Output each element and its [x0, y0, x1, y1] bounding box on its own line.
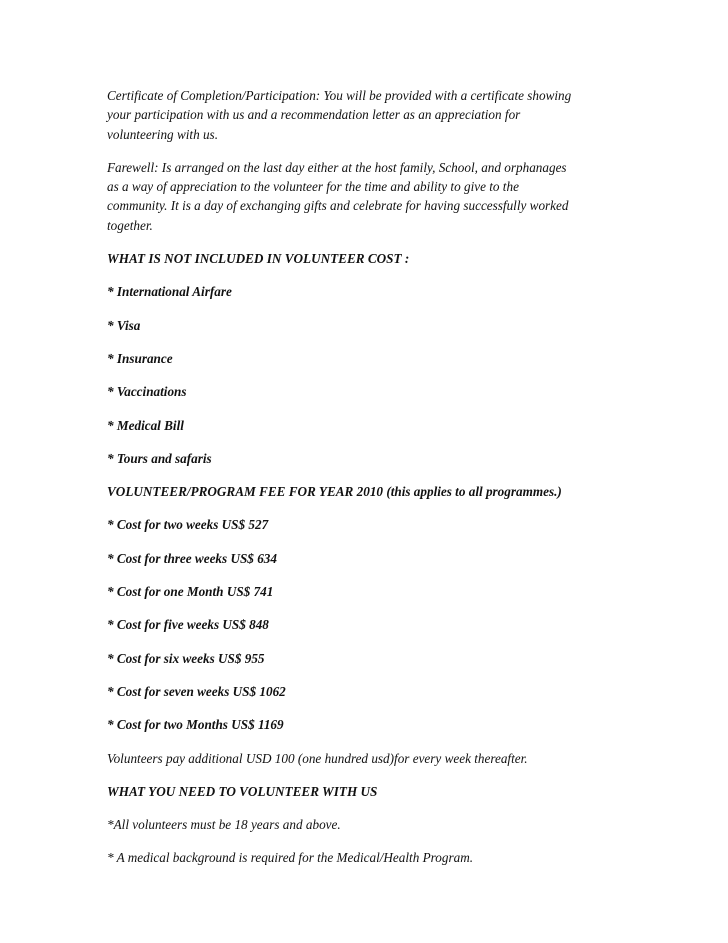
certificate-line: Certificate of Completion/Participation: You will be provided with a certificate showing [107, 88, 572, 103]
fee-heading: VOLUNTEER/PROGRAM FEE FOR YEAR 2010 (this applies to all programmes.) [107, 484, 562, 500]
farewell-line: Farewell: Is arranged on the last day either at the host family, School, and orphanages [107, 159, 567, 175]
not-included-item: * Insurance [107, 350, 173, 366]
farewell-line: as a way of appreciation to the volunteer for the time and ability to give to the [107, 179, 519, 195]
not-included-item: * Medical Bill [107, 417, 184, 433]
certificate-line: volunteering with us. [107, 126, 218, 142]
not-included-item: * Tours and safaris [107, 450, 212, 466]
fee-item: * Cost for three weeks US$ 634 [107, 550, 277, 566]
farewell-line: community. It is a day of exchanging gifts and celebrate for having successfully worked [107, 198, 569, 214]
not-included-item: * Visa [107, 317, 141, 333]
not-included-item: * Vaccinations [107, 384, 187, 400]
additional-fee-note: Volunteers pay additional USD 100 (one hundred usd)for every week thereafter. [107, 750, 528, 766]
farewell-line: together. [107, 217, 153, 233]
farewell-paragraph [107, 158, 627, 235]
not-included-heading: WHAT IS NOT INCLUDED IN VOLUNTEER COST : [107, 251, 410, 267]
fee-item: * Cost for one Month US$ 741 [107, 584, 274, 600]
document-content [107, 86, 627, 868]
fee-item: * Cost for two weeks US$ 527 [107, 517, 269, 533]
fee-item: * Cost for six weeks US$ 955 [107, 650, 265, 666]
certificate-line: your participation with us and a recommendation letter as an appreciation for [107, 107, 521, 123]
certificate-paragraph [107, 86, 627, 144]
fee-item: * Cost for two Months US$ 1169 [107, 717, 284, 733]
requirement-item: *All volunteers must be 18 years and above. [107, 817, 341, 833]
not-included-item: * International Airfare [107, 284, 232, 300]
fee-item: * Cost for seven weeks US$ 1062 [107, 683, 286, 699]
requirements-heading: WHAT YOU NEED TO VOLUNTEER WITH US [107, 783, 378, 799]
requirement-item: * A medical background is required for the Medical/Health Program. [107, 850, 474, 866]
fee-item: * Cost for five weeks US$ 848 [107, 617, 269, 633]
